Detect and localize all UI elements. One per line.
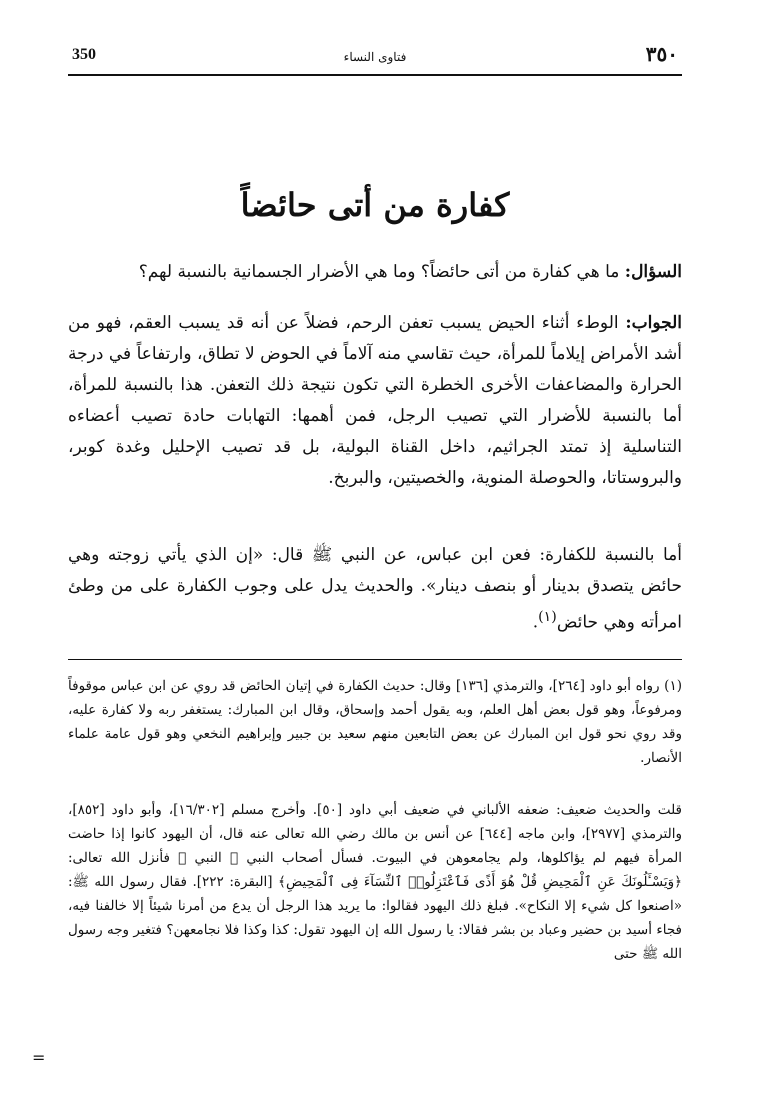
kaffara-paragraph: أما بالنسبة للكفارة: فعن ابن عباس، عن النبي ﷺ قال: «إن الذي يأتي زوجته وهي حائض يتصدق بدينار أو بنصف دينار». والحديث يدل على وجوب الكفارة على من وطئ امرأته وهي حائض$^{(١)}$.: [68, 545, 682, 633]
question-label: السؤال:: [624, 262, 682, 282]
answer-paragraph: [68, 308, 682, 494]
footnote-2: قلت والحديث ضعيف: ضعفه الألباني في ضعيف أبي داود [٥٠]. وأخرج مسلم [١٦/٣٠٢]، وأبو داود [٨٥٢]، والترمذي [٢٩٧٧]، وابن ماجه [٦٤٤] عن أنس بن مالك رضي الله تعالى عنه قال، أن اليهود كانوا إذا حاضت المرأة فيهم لم يؤاكلوها، ولم يجامعوهن في البيوت. فسأل أصحاب النبي ﷺ النبي ﷺ فأنزل الله تعالى: ﴿وَيَسْـَٔلُونَكَ عَنِ ٱلْمَحِيضِ قُلْ هُوَ أَذًى فَٱعْتَزِلُوا۟ ٱلنِّسَآءَ فِى ٱلْمَحِيضِ﴾ [البقرة: ٢٢٢]. فقال رسول الله ﷺ: «اصنعوا كل شيء إلا النكاح». فبلغ ذلك اليهود فقالوا: ما يريد هذا الرجل أن يدع من أمرنا شيئاً إلا خالفنا فيه، فجاء أسيد بن حضير وعباد بن بشر فقالا: يا رسول الله إن اليهود تقول: كذا وكذا فلا نجامعهن؟ فتغير وجه رسول الله ﷺ حتى: [68, 802, 683, 962]
footnote-divider: [68, 659, 682, 660]
footnote-1: (١) رواه أبو داود [٢٦٤]، والترمذي [١٣٦] وقال: حديث الكفارة في إتيان الحائض قد روي عن ابن عباس موقوفاً ومرفوعاً، وهو قول بعض أهل العلم، وبه يقول أحمد وإسحاق، وقال ابن المبارك: يستغفر ربه ولا كفارة عليه، وقد روي نحو قول ابن المبارك عن بعض التابعين منهم سعيد بن جبير وإبراهيم النخعي وهو قول عامة علماء الأنصار.: [68, 678, 682, 766]
page-header: [68, 40, 682, 76]
answer-label: الجواب:: [625, 313, 682, 333]
question-paragraph: [68, 257, 682, 288]
page-number-arabic: ٣٥٠: [645, 42, 678, 66]
footnote-marker: (١): [538, 609, 557, 625]
running-title: فتاوى النساء: [343, 50, 407, 64]
kaffara-text: أما بالنسبة للكفارة: فعن ابن عباس، عن النبي ﷺ قال: «إن الذي يأتي زوجته وهي حائض يتصدق بدينار أو بنصف دينار». والحديث يدل على وجوب الكفارة على من وطئ امرأته وهي حائض: [68, 545, 682, 633]
page-number-latin: 350: [72, 46, 96, 63]
continuation-mark: =: [32, 1048, 46, 1067]
page-title: كفارة من أتى حائضاً: [240, 186, 510, 224]
question-text: ما هي كفارة من أتى حائضاً؟ وما هي الأضرار الجسمانية بالنسبة لهم؟: [138, 262, 620, 282]
answer-text: الوطء أثناء الحيض يسبب تعفن الرحم، فضلاً عن أنه قد يسبب العقم، فهو من أشد الأمراض إيلاماً للمرأة، حيث تقاسي منه آلاماً في الحوض لا تطاق، وارتفاعاً في درجة الحرارة والمضاعفات الأخرى الخطرة التي تكون نتيجة ذلك التعفن. هذا بالنسبة للمرأة، أما بالنسبة للأضرار التي تصيب الرجل، فمن أهمها: التهابات حادة تصيب أعضاءه التناسلية إذ تمتد الجراثيم، داخل القناة البولية، بل قد تصيب الإحليل وغدة كوبر، والبروستاتا، والحوصلة المنوية، والخصيتين، والبربخ.: [68, 313, 682, 488]
